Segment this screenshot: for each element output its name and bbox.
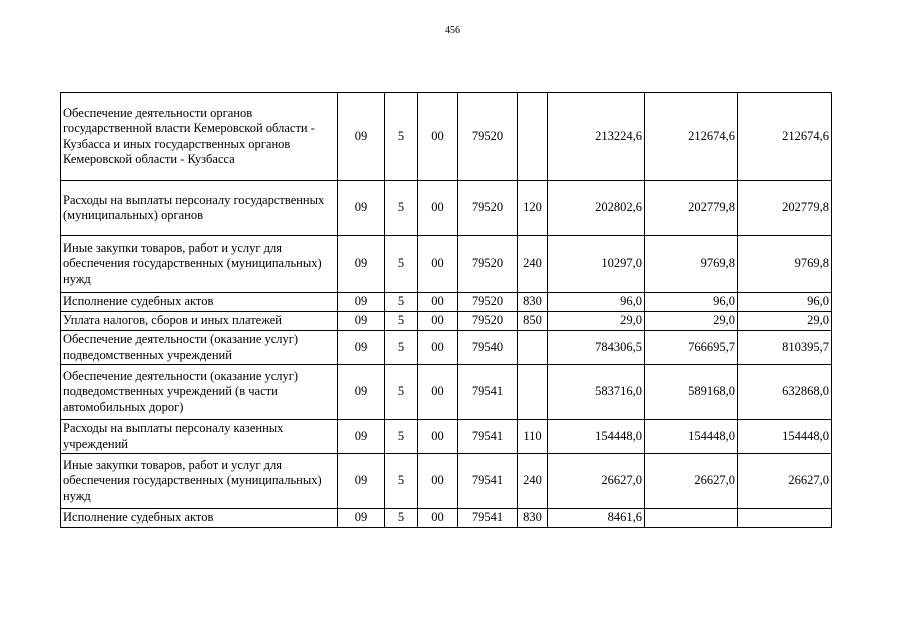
amount-year-3: 632868,0 xyxy=(738,365,832,420)
amount-year-3: 202779,8 xyxy=(738,181,832,236)
page-number: 456 xyxy=(445,25,460,36)
item-code: 79541 xyxy=(458,420,518,454)
amount-year-1: 583716,0 xyxy=(548,365,645,420)
expense-type-code: 830 xyxy=(518,509,548,528)
row-name: Уплата налогов, сборов и иных платежей xyxy=(61,312,338,331)
row-name: Расходы на выплаты персоналу казенных учреждений xyxy=(61,420,338,454)
table-row xyxy=(61,509,832,528)
amount-year-2: 766695,7 xyxy=(645,331,738,365)
amount-year-2: 212674,6 xyxy=(645,93,738,181)
expense-type-code: 240 xyxy=(518,454,548,509)
amount-year-1: 202802,6 xyxy=(548,181,645,236)
amount-year-3: 29,0 xyxy=(738,312,832,331)
subprogram-code: 00 xyxy=(418,293,458,312)
amount-year-1: 29,0 xyxy=(548,312,645,331)
subprogram-code: 00 xyxy=(418,181,458,236)
expense-type-code: 120 xyxy=(518,181,548,236)
item-code: 79520 xyxy=(458,181,518,236)
program-code: 5 xyxy=(385,454,418,509)
table-row xyxy=(61,365,832,420)
budget-table xyxy=(60,92,832,528)
table-row xyxy=(61,454,832,509)
amount-year-3: 154448,0 xyxy=(738,420,832,454)
row-name: Обеспечение деятельности органов государственной власти Кемеровской области - Кузбасса и иных государственных органов Кемеровской области - Кузбасса xyxy=(61,93,338,181)
section-code: 09 xyxy=(338,420,385,454)
amount-year-1: 213224,6 xyxy=(548,93,645,181)
amount-year-3: 96,0 xyxy=(738,293,832,312)
section-code: 09 xyxy=(338,236,385,293)
amount-year-2: 589168,0 xyxy=(645,365,738,420)
program-code: 5 xyxy=(385,93,418,181)
row-name: Иные закупки товаров, работ и услуг для обеспечения государственных (муниципальных) нужд xyxy=(61,454,338,509)
item-code: 79540 xyxy=(458,331,518,365)
program-code: 5 xyxy=(385,181,418,236)
program-code: 5 xyxy=(385,420,418,454)
section-code: 09 xyxy=(338,365,385,420)
amount-year-1: 26627,0 xyxy=(548,454,645,509)
program-code: 5 xyxy=(385,236,418,293)
item-code: 79520 xyxy=(458,293,518,312)
amount-year-2: 26627,0 xyxy=(645,454,738,509)
subprogram-code: 00 xyxy=(418,454,458,509)
amount-year-3: 9769,8 xyxy=(738,236,832,293)
row-name: Исполнение судебных актов xyxy=(61,293,338,312)
amount-year-1: 96,0 xyxy=(548,293,645,312)
item-code: 79520 xyxy=(458,93,518,181)
item-code: 79520 xyxy=(458,236,518,293)
program-code: 5 xyxy=(385,312,418,331)
amount-year-2: 154448,0 xyxy=(645,420,738,454)
row-name: Обеспечение деятельности (оказание услуг) подведомственных учреждений (в части автомобильных дорог) xyxy=(61,365,338,420)
item-code: 79541 xyxy=(458,509,518,528)
program-code: 5 xyxy=(385,509,418,528)
expense-type-code: 240 xyxy=(518,236,548,293)
amount-year-3: 26627,0 xyxy=(738,454,832,509)
row-name: Исполнение судебных актов xyxy=(61,509,338,528)
section-code: 09 xyxy=(338,331,385,365)
subprogram-code: 00 xyxy=(418,93,458,181)
row-name: Обеспечение деятельности (оказание услуг) подведомственных учреждений xyxy=(61,331,338,365)
amount-year-2: 9769,8 xyxy=(645,236,738,293)
table-row xyxy=(61,181,832,236)
subprogram-code: 00 xyxy=(418,236,458,293)
section-code: 09 xyxy=(338,93,385,181)
section-code: 09 xyxy=(338,509,385,528)
table-row xyxy=(61,93,832,181)
table-row xyxy=(61,420,832,454)
amount-year-1: 10297,0 xyxy=(548,236,645,293)
expense-type-code xyxy=(518,365,548,420)
program-code: 5 xyxy=(385,365,418,420)
subprogram-code: 00 xyxy=(418,331,458,365)
subprogram-code: 00 xyxy=(418,509,458,528)
expense-type-code xyxy=(518,331,548,365)
expense-type-code: 110 xyxy=(518,420,548,454)
expense-type-code: 830 xyxy=(518,293,548,312)
table-row xyxy=(61,293,832,312)
expense-type-code: 850 xyxy=(518,312,548,331)
table-row xyxy=(61,236,832,293)
row-name: Расходы на выплаты персоналу государственных (муниципальных) органов xyxy=(61,181,338,236)
subprogram-code: 00 xyxy=(418,420,458,454)
item-code: 79520 xyxy=(458,312,518,331)
subprogram-code: 00 xyxy=(418,365,458,420)
amount-year-2: 96,0 xyxy=(645,293,738,312)
amount-year-1: 154448,0 xyxy=(548,420,645,454)
amount-year-3: 212674,6 xyxy=(738,93,832,181)
amount-year-2: 29,0 xyxy=(645,312,738,331)
item-code: 79541 xyxy=(458,454,518,509)
amount-year-1: 784306,5 xyxy=(548,331,645,365)
subprogram-code: 00 xyxy=(418,312,458,331)
section-code: 09 xyxy=(338,293,385,312)
table-row xyxy=(61,331,832,365)
amount-year-1: 8461,6 xyxy=(548,509,645,528)
amount-year-3: 810395,7 xyxy=(738,331,832,365)
program-code: 5 xyxy=(385,293,418,312)
table-row xyxy=(61,312,832,331)
expense-type-code xyxy=(518,93,548,181)
program-code: 5 xyxy=(385,331,418,365)
amount-year-2 xyxy=(645,509,738,528)
section-code: 09 xyxy=(338,312,385,331)
row-name: Иные закупки товаров, работ и услуг для обеспечения государственных (муниципальных) нужд xyxy=(61,236,338,293)
item-code: 79541 xyxy=(458,365,518,420)
amount-year-3 xyxy=(738,509,832,528)
amount-year-2: 202779,8 xyxy=(645,181,738,236)
section-code: 09 xyxy=(338,181,385,236)
section-code: 09 xyxy=(338,454,385,509)
